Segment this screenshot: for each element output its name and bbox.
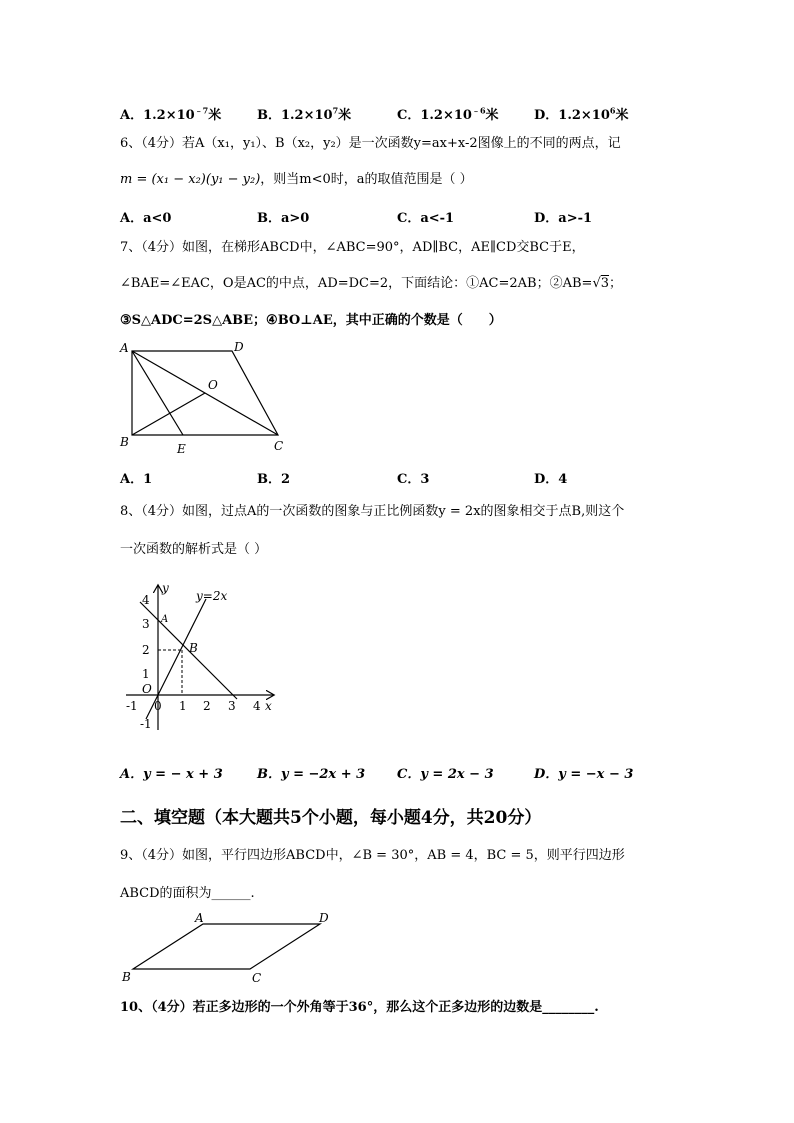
q7-option-d: D．4 xyxy=(534,472,568,487)
q8-option-b: B．y = −2x + 3 xyxy=(257,767,366,782)
x-tick-3: 3 xyxy=(228,699,236,713)
q6-stem-text: ，则当m<0时，a的取值范围是（ ） xyxy=(260,172,473,187)
q5-option-c: C．$1.2\times 10^{﹣6}$米 xyxy=(397,105,499,123)
label-o: O xyxy=(208,378,218,392)
sqrt-symbol: √3 xyxy=(592,276,610,291)
q8-option-c: C．y = 2x − 3 xyxy=(397,767,494,782)
y-tick-1: 1 xyxy=(142,667,150,681)
q9-stem-line2: ABCD的面积为______. xyxy=(120,886,255,901)
q7-options xyxy=(120,468,680,486)
q6-option-b: B．a>0 xyxy=(257,211,310,226)
line-label-y-2x: y=2x xyxy=(196,589,228,603)
label-a: A xyxy=(120,341,129,355)
y-tick-neg1: -1 xyxy=(140,717,152,731)
q7-stem-line2-end: ； xyxy=(609,276,623,291)
q7-stem-line1: 7、（4分）如图，在梯形ABCD中，∠ABC=90°，AD∥BC，AE∥CD交BC于E， xyxy=(120,240,585,255)
q7-stem-line2 xyxy=(120,275,622,293)
segment-ae xyxy=(132,351,183,435)
y-axis-label: y xyxy=(162,581,169,595)
section-2-heading: 二、填空题（本大题共5个小题，每小题4分，共20分） xyxy=(120,808,542,828)
q10-stem: 10、（4分）若正多边形的一个外角等于36°，那么这个正多边形的边数是________. xyxy=(120,1000,599,1015)
label-c: C xyxy=(274,439,284,453)
y-tick-4: 4 xyxy=(142,593,150,607)
label-b: B xyxy=(120,435,129,449)
q8-option-a: A．y = − x + 3 xyxy=(120,767,223,782)
q6-option-d: D．a>-1 xyxy=(534,211,593,226)
label-c: C xyxy=(252,971,262,985)
q9-stem-line1: 9、（4分）如图，平行四边形ABCD中，∠B = 30°，AB = 4，BC = 5，则平行四边形 xyxy=(120,848,625,863)
q6-option-a: A．a<0 xyxy=(120,211,172,226)
q5-options xyxy=(120,104,680,122)
q8-option-d: D．y = −x − 3 xyxy=(534,767,634,782)
q6-stem-line1: 6、（4分）若A（x₁，y₁）、B（x₂，y₂）是一次函数y=ax+x-2图像上的不同的两点，记 xyxy=(120,136,621,151)
y-tick-2: 2 xyxy=(142,643,150,657)
x-tick-4: 4 xyxy=(253,699,261,713)
q8-coordinate-figure xyxy=(118,580,288,740)
q7-stem-line3: ③S△ADC=2S△ABE；④BO⊥AE，其中正确的个数是（ ） xyxy=(120,313,502,328)
label-d: D xyxy=(319,911,329,925)
label-d: D xyxy=(234,340,244,354)
q9-parallelogram-figure xyxy=(118,906,348,986)
point-a-label: A xyxy=(161,614,169,625)
x-tick-2: 2 xyxy=(203,699,211,713)
y-tick-3: 3 xyxy=(142,617,150,631)
label-a: A xyxy=(195,911,204,925)
q7-option-b: B．2 xyxy=(257,472,291,487)
x-axis-label: x xyxy=(265,699,272,713)
q7-trapezoid-figure xyxy=(110,338,310,460)
q8-stem-line1: 8、（4分）如图，过点A的一次函数的图象与正比例函数y = 2x的图象相交于点B,则这个 xyxy=(120,504,625,519)
q5-option-d: D．$1.2\times 10^6$米 xyxy=(534,105,629,123)
q6-stem-line2 xyxy=(120,171,473,189)
label-e: E xyxy=(177,442,186,456)
q5-option-a: A．$1.2\times 10^{﹣7}$米 xyxy=(120,105,222,123)
label-b: B xyxy=(122,970,131,984)
q6-formula: m = (x₁ − x₂)(y₁ − y₂) xyxy=(120,172,261,187)
q6-options xyxy=(120,207,680,225)
q7-option-c: C．3 xyxy=(397,472,430,487)
q7-option-a: A．1 xyxy=(120,472,153,487)
x-tick-1: 1 xyxy=(179,699,187,713)
x-tick-0: 0 xyxy=(154,699,162,713)
point-b-label: B xyxy=(189,641,198,655)
q6-option-c: C．a<-1 xyxy=(397,211,455,226)
q8-options xyxy=(120,763,680,781)
sqrt-radicand: 3 xyxy=(600,276,610,291)
origin-label: O xyxy=(142,682,152,696)
parallelogram-abcd xyxy=(133,924,320,969)
q8-stem-line2: 一次函数的解析式是（ ） xyxy=(120,542,268,557)
x-tick-neg1: -1 xyxy=(126,699,138,713)
segment-bo xyxy=(132,393,205,435)
q7-stem-line2-text: ∠BAE=∠EAC，O是AC的中点，AD=DC=2，下面结论：①AC=2AB；②AB= xyxy=(120,276,593,291)
q5-option-b: B．$1.2\times 10^7$米 xyxy=(257,105,352,123)
